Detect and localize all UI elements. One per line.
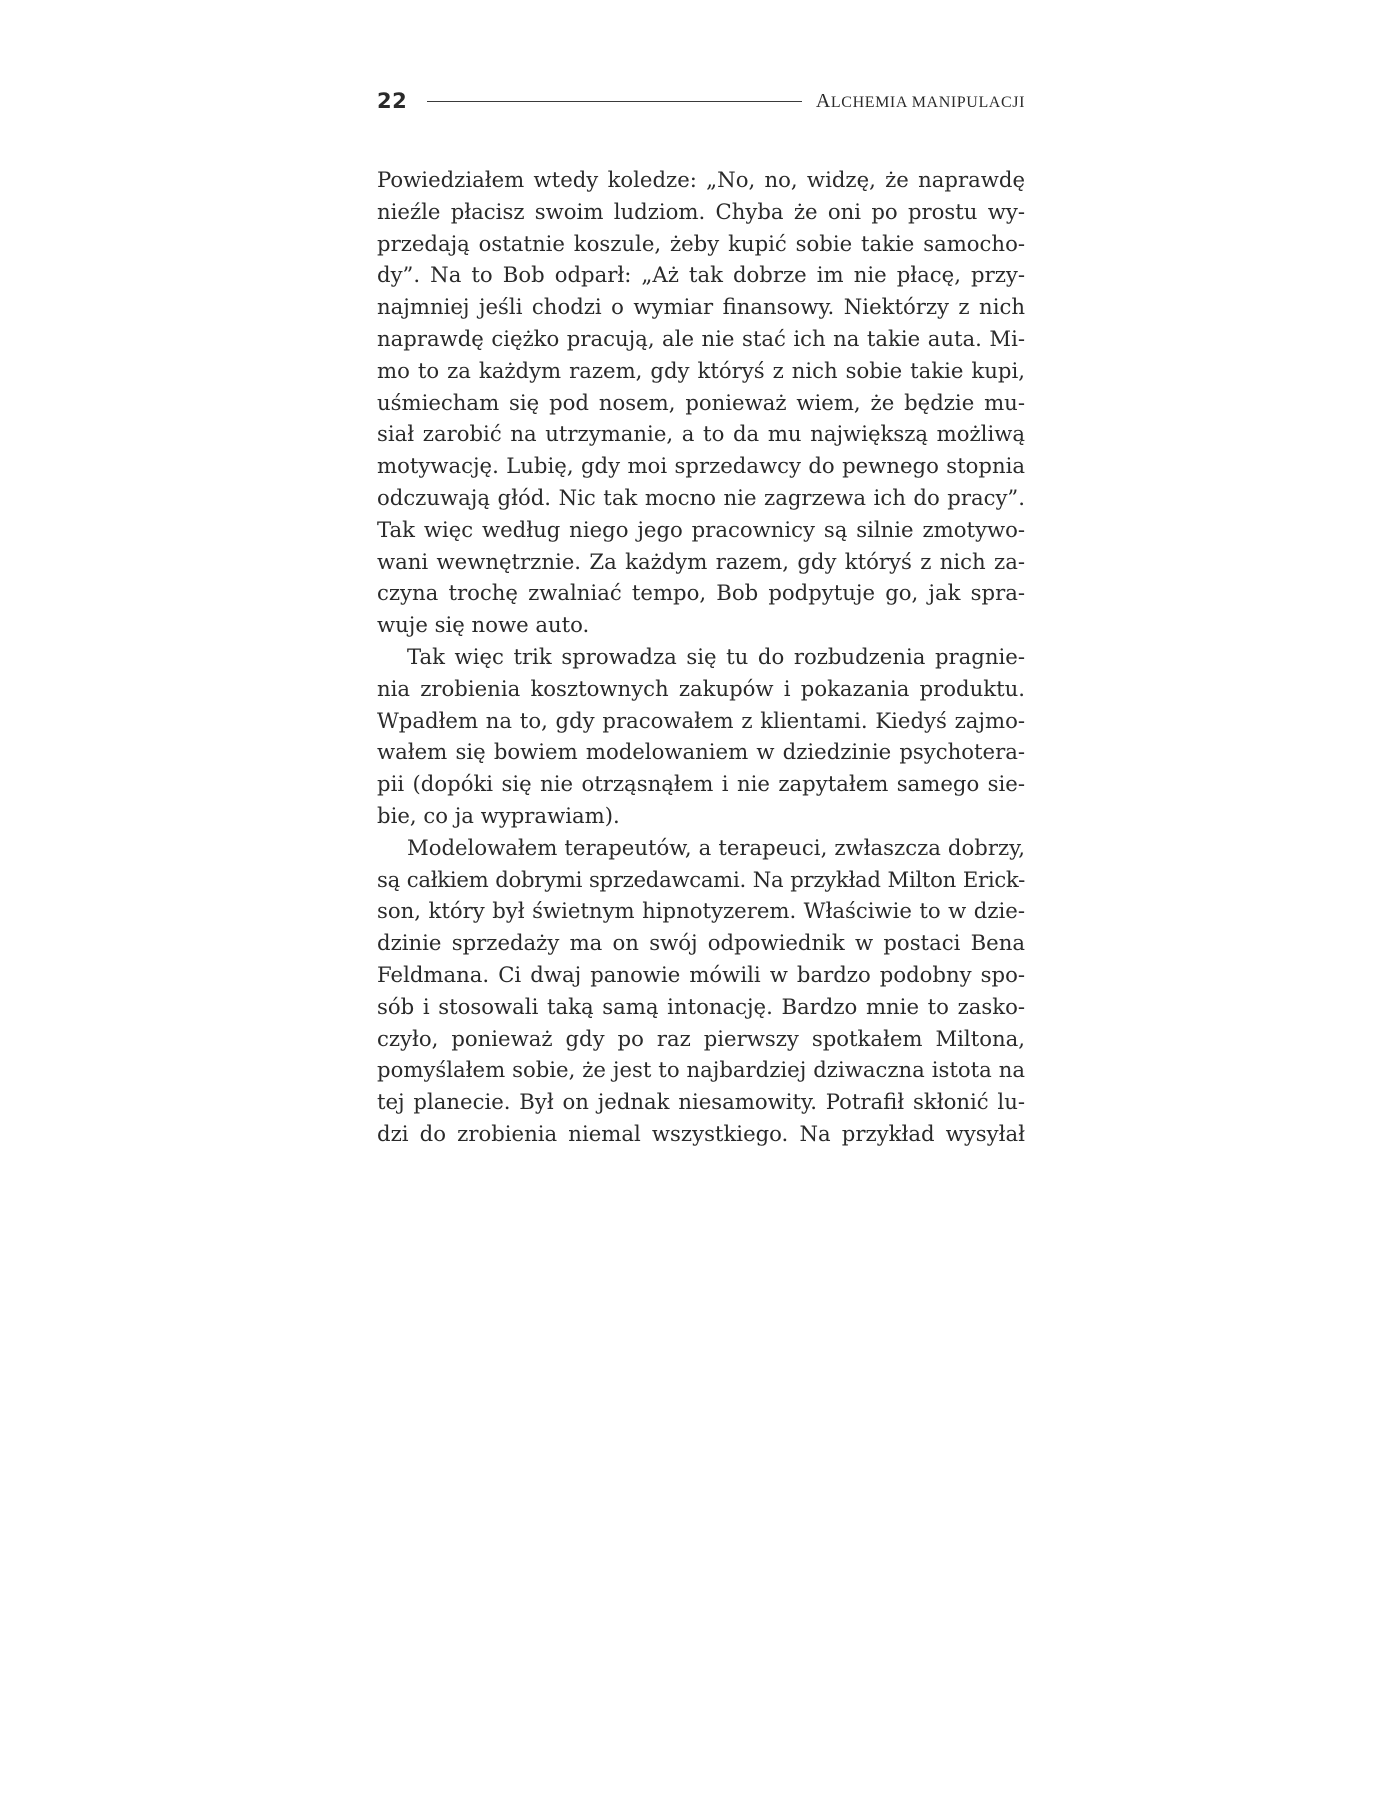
- text-line: dzi do zrobienia niemal wszystkiego. Na przykład wysyłał: [377, 1120, 1025, 1146]
- text-line: dy”. Na to Bob odparł: „Aż tak dobrze im nie płacę, przy-: [377, 262, 1025, 288]
- text-line: wuje się nowe auto.: [377, 612, 590, 638]
- paragraph: [377, 832, 1025, 1150]
- text-line: tej planecie. Był on jednak niesamowity. Potrafił skłonić lu-: [377, 1089, 1025, 1115]
- text-line: pomyślałem sobie, że jest to najbardziej dziwaczna istota na: [377, 1057, 1025, 1083]
- text-line: nia zrobienia kosztownych zakupów i pokazania produktu.: [377, 675, 1025, 701]
- text-line: siał zarobić na utrzymanie, a to da mu największą możliwą: [377, 421, 1025, 447]
- text-line: wałem się bowiem modelowaniem w dziedzinie psychotera-: [377, 739, 1025, 765]
- text-line: naprawdę ciężko pracują, ale nie stać ich na takie auta. Mi-: [377, 325, 1025, 351]
- header-rule: [427, 101, 802, 102]
- text-line: Powiedziałem wtedy koledze: „No, no, widzę, że naprawdę: [377, 167, 1025, 192]
- text-line: są całkiem dobrymi sprzedawcami. Na przykład Milton Erick-: [377, 866, 1025, 892]
- text-line: nieźle płacisz swoim ludziom. Chyba że oni po prostu wy-: [377, 198, 1025, 224]
- text-line: uśmiecham się pod nosem, ponieważ wiem, że będzie mu-: [377, 389, 1025, 415]
- text-line: wani wewnętrznie. Za każdym razem, gdy któryś z nich za-: [377, 548, 1025, 574]
- text-line: Tak więc trik sprowadza się tu do rozbudzenia pragnie-: [407, 643, 1025, 669]
- running-head: [377, 84, 1025, 118]
- paragraph: [377, 164, 1025, 641]
- text-line: sób i stosowali taką samą intonację. Bardzo mnie to zasko-: [377, 993, 1025, 1019]
- book-title: ALCHEMIA MANIPULACJI: [815, 89, 1025, 112]
- text-line: son, który był świetnym hipnotyzerem. Właściwie to w dzie-: [377, 898, 1025, 924]
- text-line: mo to za każdym razem, gdy któryś z nich sobie takie kupi,: [377, 357, 1025, 383]
- text-line: Tak więc według niego jego pracownicy są silnie zmotywo-: [377, 516, 1025, 542]
- text-line: bie, co ja wyprawiam).: [377, 802, 620, 828]
- text-line: Wpadłem na to, gdy pracowałem z klientami. Kiedyś zajmo-: [377, 707, 1025, 733]
- text-line: czyło, ponieważ gdy po raz pierwszy spotkałem Miltona,: [377, 1025, 1025, 1051]
- text-line: Feldmana. Ci dwaj panowie mówili w bardzo podobny spo-: [377, 961, 1025, 987]
- text-line: pii (dopóki się nie otrząsnąłem i nie zapytałem samego sie-: [377, 771, 1025, 797]
- text-line: przedają ostatnie koszule, żeby kupić sobie takie samocho-: [377, 230, 1025, 256]
- text-line: najmniej jeśli chodzi o wymiar finansowy. Niektórzy z nich: [377, 294, 1025, 320]
- text-line: Modelowałem terapeutów, a terapeuci, zwłaszcza dobrzy,: [407, 834, 1025, 860]
- text-line: dzinie sprzedaży ma on swój odpowiednik w postaci Bena: [377, 930, 1025, 956]
- page-number: 22: [377, 89, 408, 113]
- paragraph: [377, 641, 1025, 832]
- text-line: motywację. Lubię, gdy moi sprzedawcy do pewnego stopnia: [377, 453, 1025, 479]
- body-text: [377, 164, 1025, 1150]
- text-line: odczuwają głód. Nic tak mocno nie zagrzewa ich do pracy”.: [377, 484, 1025, 510]
- text-line: czyna trochę zwalniać tempo, Bob podpytuje go, jak spra-: [377, 580, 1025, 606]
